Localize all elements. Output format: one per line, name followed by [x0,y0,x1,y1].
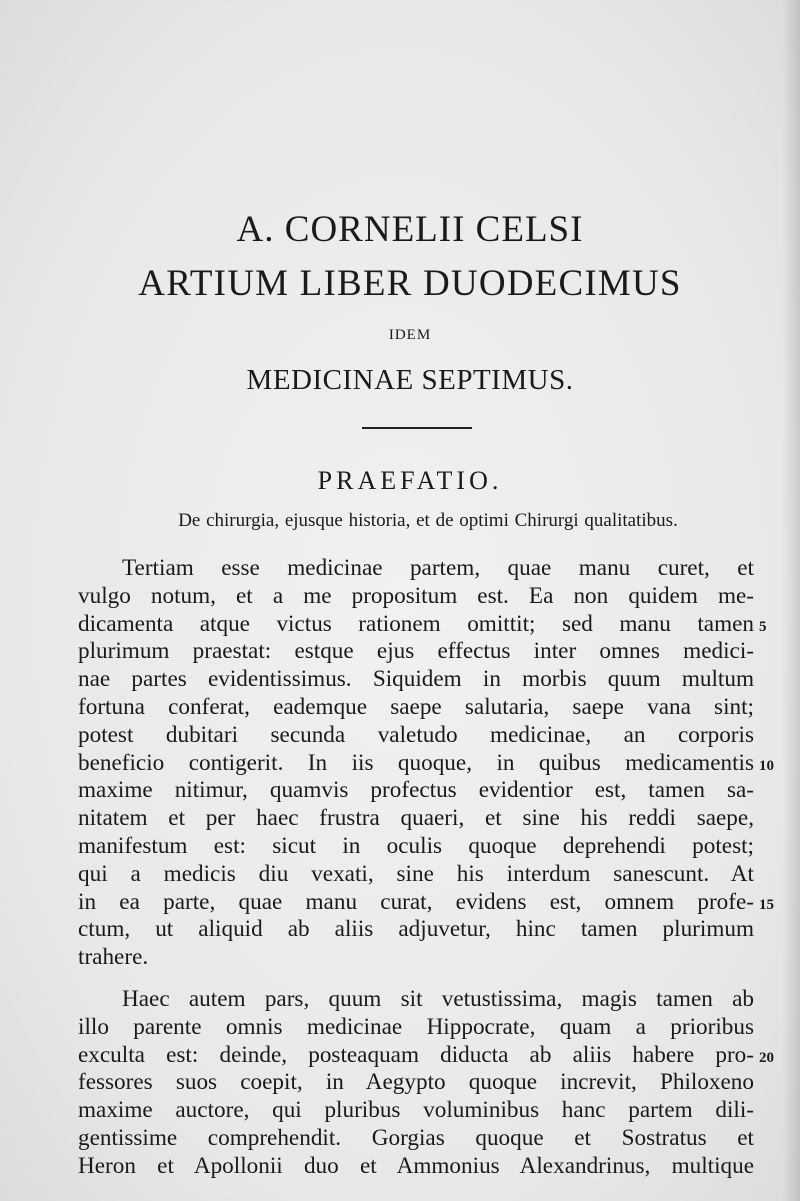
title-medicinae: MEDICINAE SEPTIMUS. [246,364,574,396]
page-edge-shadow [782,0,800,1201]
text-line: maxime nitimur, quamvis profectus evidentior est, tamen sa- [78,777,754,804]
section-subtitle: De chirurgia, ejusque historia, et de optimi Chirurgi qualitatibus. [178,510,678,531]
text-line: fortuna conferat, eademque saepe salutaria, saepe vana sint; [78,693,754,720]
line-number: 15 [759,896,774,913]
body-text [78,555,774,1181]
text-line: plurimum praestat: estque ejus effectus inter omnes medici- [78,638,754,665]
text-line: Tertiam esse medicinae partem, quae manu curet, et [122,555,754,581]
text-line: Haec autem pars, quum sit vetustissima, magis tamen ab [122,985,754,1012]
text-line: nae partes evidentissimus. Siquidem in morbis quum multum [78,666,754,693]
section-heading: PRAEFATIO. [317,466,503,495]
text-line: Heron et Apollonii duo et Ammonius Alexandrinus, multique [78,1152,754,1179]
title-book: ARTIUM LIBER DUODECIMUS [138,263,682,304]
text-line: maxime auctore, qui pluribus voluminibus hanc partem dili- [78,1097,754,1124]
text-line: in ea parte, quae manu curat, evidens est, omnem profe- 15 [78,889,754,917]
text-line: beneficio contigerit. In iis quoque, in quibus medicamentis 10 [78,750,754,778]
text-line: qui a medicis diu vexati, sine his interdum sanescunt. At [78,860,754,887]
title-author: A. CORNELII CELSI [236,209,584,250]
line-number: 20 [759,1049,774,1066]
text-line: fessores suos coepit, in Aegypto quoque increvit, Philoxeno [78,1069,754,1096]
text-line: ctum, ut aliquid ab aliis adjuvetur, hinc tamen plurimum [78,916,754,943]
line-number: 10 [759,757,774,774]
text-line: manifestum est: sicut in oculis quoque deprehendi potest; [78,832,754,859]
text-line: potest dubitari secunda valetudo medicinae, an corporis [78,721,754,748]
text-line: illo parente omnis medicinae Hippocrate, quam a prioribus [78,1013,754,1040]
text-line: vulgo notum, et a me propositum est. Ea non quidem me- [78,582,754,609]
text-line: trahere. [78,944,149,971]
text-line: dicamenta atque victus rationem omittit; sed manu tamen 5 [78,611,754,639]
text-line: gentissime comprehendit. Gorgias quoque et Sostratus et [78,1124,754,1151]
text-line: exculta est: deinde, posteaquam diducta ab aliis habere pro- 20 [78,1042,754,1070]
text-line: nitatem et per haec frustra quaeri, et sine his reddi saepe, [78,805,754,832]
title-divider [362,427,472,429]
title-idem: IDEM [388,327,432,343]
line-number: 5 [759,618,767,635]
